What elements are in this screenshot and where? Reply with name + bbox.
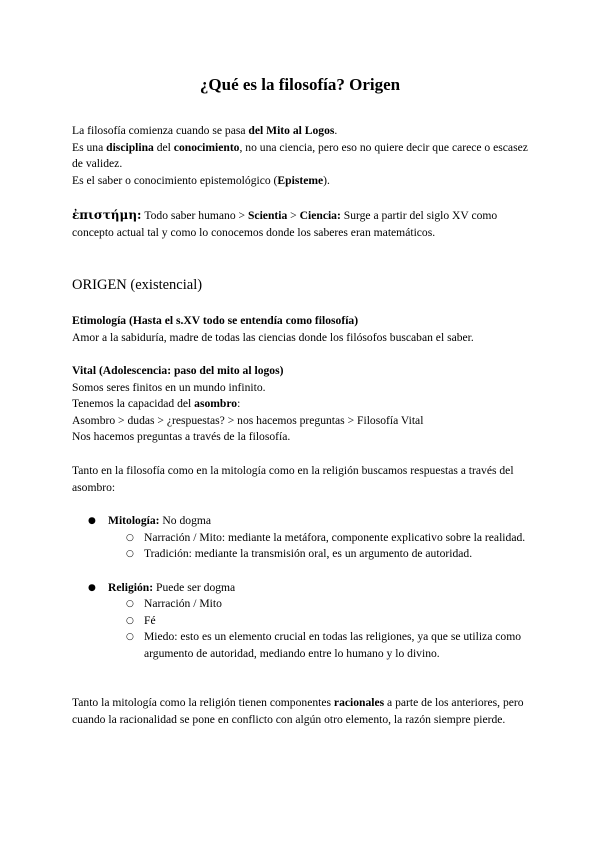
vital-line-2 <box>72 396 534 413</box>
bold-text: racionales <box>333 696 385 709</box>
section-heading: ORIGEN (existencial) <box>72 277 203 293</box>
asombro-paragraph <box>72 463 534 496</box>
greek-term: ἐπιστήμη: <box>72 208 142 222</box>
text: Es el saber o conocimiento epistemológico ( <box>72 173 278 187</box>
text: a parte de los anteriores, pero cuando la racionalidad se pone en conflicto con algún otro elemento, la razón siempre pierde. <box>72 696 524 726</box>
sub-list-item: ○ Fé <box>108 613 534 630</box>
sub-list-item: ○ Tradición: mediante la transmisión oral, es un argumento de autoridad. <box>108 546 534 563</box>
bullet-list <box>72 513 534 662</box>
text: Tenemos la capacidad del <box>72 397 195 410</box>
sub-list-item: ○ Narración / Mito <box>108 596 534 613</box>
episteme-paragraph <box>72 207 534 241</box>
text: Puede ser dogma <box>153 580 236 594</box>
list-item-mitologia <box>72 513 534 563</box>
main-list <box>72 513 534 662</box>
vital-line-4: Nos hacemos preguntas a través de la filosofía. <box>72 430 291 443</box>
text: > <box>287 209 300 222</box>
sub-list-item: ○ Miedo: esto es un elemento crucial en todas las religiones, ya que se utiliza como argumento de autoridad, mediando entre lo humano y lo divino. <box>108 629 534 662</box>
etimologia-block <box>72 313 534 346</box>
etimologia-heading <box>72 313 534 330</box>
intro-paragraph <box>72 123 534 189</box>
etimologia-text: Amor a la sabiduría, madre de todas las ciencias donde los filósofos buscaban el saber. <box>72 330 474 344</box>
bold-text: Ciencia: <box>299 209 341 222</box>
intro-line-3 <box>72 173 534 190</box>
bold-text: Etimología (Hasta el s.XV todo se entendía como filosofía) <box>72 314 359 327</box>
bold-text: Vital (Adolescencia: paso del mito al logos) <box>72 364 284 377</box>
text: La filosofía comienza cuando se pasa <box>72 124 249 137</box>
text: Tanto la mitología como la religión tienen componentes <box>72 696 334 709</box>
text: ). <box>323 173 330 187</box>
section-origen <box>72 275 534 295</box>
intro-line-1 <box>72 123 534 140</box>
bold-text: del Mito al Logos <box>248 124 335 137</box>
text: No dogma <box>159 514 212 527</box>
bold-text: Mitología: <box>108 514 160 527</box>
bold-text: Religión: <box>108 580 154 594</box>
text: . <box>334 124 338 137</box>
vital-line-1: Somos seres finitos en un mundo infinito. <box>72 380 266 394</box>
bold-text: Episteme <box>277 173 324 187</box>
bold-text: Scientia <box>247 209 288 222</box>
vital-line-3: Asombro > dudas > ¿respuestas? > nos hacemos preguntas > Filosofía Vital <box>72 413 424 427</box>
list-item-religion <box>72 580 534 663</box>
text: : <box>237 397 241 410</box>
text: , no una ciencia, pero eso no quiere decir que carece o escasez de validez. <box>72 140 528 170</box>
vital-block <box>72 363 534 446</box>
vital-heading <box>72 363 534 380</box>
bold-text: disciplina <box>106 140 154 154</box>
text: Es una <box>72 140 107 154</box>
page-title: ¿Qué es la filosofía? Origen <box>199 75 401 94</box>
sub-list-item: ○ Narración / Mito: mediante la metáfora, componente explicativo sobre la realidad. <box>108 530 534 547</box>
text: del <box>153 140 174 154</box>
text: Todo saber humano > <box>141 209 248 222</box>
final-paragraph <box>72 695 534 728</box>
sublist-mitologia <box>108 530 534 563</box>
episteme-text <box>72 207 534 241</box>
sublist-religion <box>108 596 534 662</box>
final-text <box>72 695 534 728</box>
bold-text: asombro <box>194 397 238 410</box>
intro-line-2 <box>72 140 534 173</box>
asombro-text: Tanto en la filosofía como en la mitología como en la religión buscamos respuestas a través del asombro: <box>72 464 514 494</box>
bold-text: conocimiento <box>173 140 240 154</box>
text: Surge a partir del siglo XV como concepto actual tal y como lo conocemos donde los saberes eran matemáticos. <box>72 209 498 239</box>
